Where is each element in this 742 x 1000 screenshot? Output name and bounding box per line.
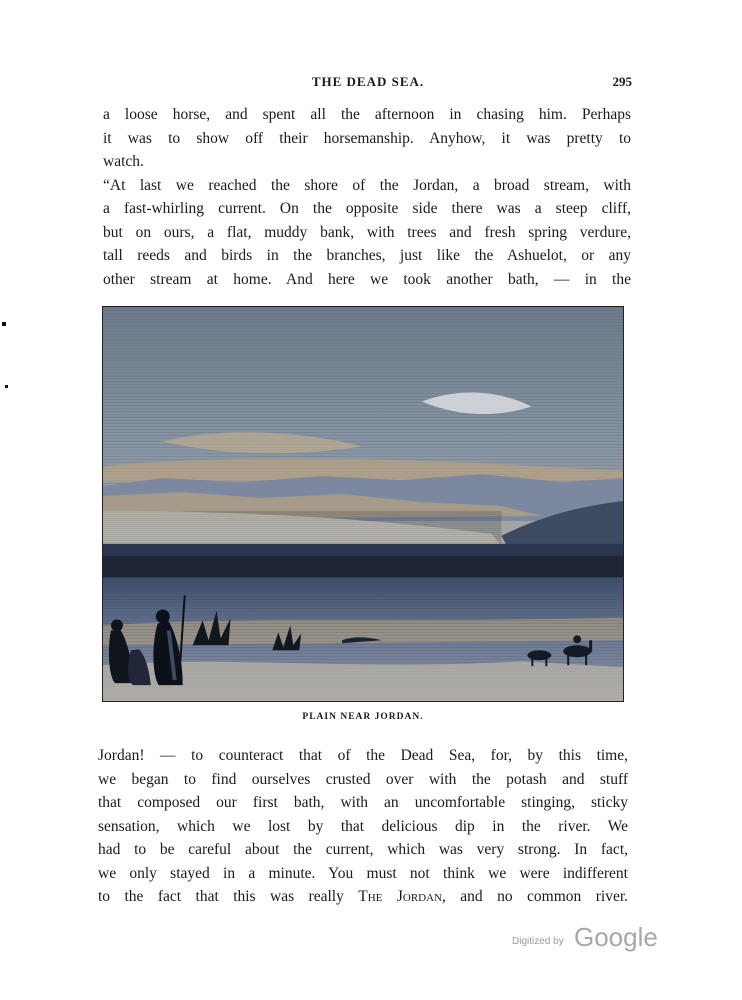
margin-speck <box>2 322 6 326</box>
margin-speck <box>5 385 8 388</box>
text-line: watch. <box>103 153 144 170</box>
engraving-illustration <box>102 306 624 702</box>
figure-caption: PLAIN NEAR JORDAN. <box>302 712 424 722</box>
text-fragment: , and no common river. <box>442 888 629 905</box>
text-line: tall reeds and birds in the branches, just like the Ashuelot, or any <box>103 247 631 264</box>
watermark-logo: Google <box>574 922 658 952</box>
text-line: a fast-whirling current. On the opposite side there was a steep cliff, <box>103 200 631 217</box>
text-line-final <box>98 885 628 909</box>
jordan-river <box>103 544 623 558</box>
text-line: “At last we reached the shore of the Jordan, a broad stream, with <box>103 176 631 194</box>
chapter-title: THE DEAD SEA. <box>311 74 425 89</box>
text-line: it was to show off their horsemanship. Anyhow, it was pretty to <box>103 129 631 147</box>
text-line: Jordan! — to counteract that of the Dead Sea, for, by this time, <box>98 747 628 764</box>
body-text-top <box>103 103 631 291</box>
running-head <box>104 74 632 94</box>
text-line: we began to find ourselves crusted over with the potash and stuff <box>98 770 628 788</box>
text-line: that composed our first bath, with an uncomfortable stinging, sticky <box>98 794 628 811</box>
text-line: we only stayed in a minute. You must not think we were indifferent <box>98 864 628 882</box>
digitization-watermark <box>512 922 672 958</box>
text-line: sensation, which we lost by that delicious dip in the river. We <box>98 817 628 835</box>
text-line: a loose horse, and spent all the afternoon in chasing him. Perhaps <box>103 106 631 123</box>
text-line: but on ours, a flat, muddy bank, with trees and fresh spring verdure, <box>103 223 631 241</box>
text-fragment: to the fact that this was really <box>98 888 359 905</box>
body-text-bottom <box>98 744 628 909</box>
text-line: had to be careful about the current, which was very strong. In fact, <box>98 841 628 858</box>
landscape-engraving <box>103 307 623 701</box>
page-number: 295 <box>612 74 632 89</box>
watermark-prefix: Digitized by <box>512 936 564 947</box>
cliff-shading <box>103 511 501 546</box>
text-line: other stream at home. And here we took another bath, — in the <box>103 270 631 288</box>
emphasized-name: The Jordan <box>358 888 442 905</box>
tree-texture <box>103 558 623 578</box>
